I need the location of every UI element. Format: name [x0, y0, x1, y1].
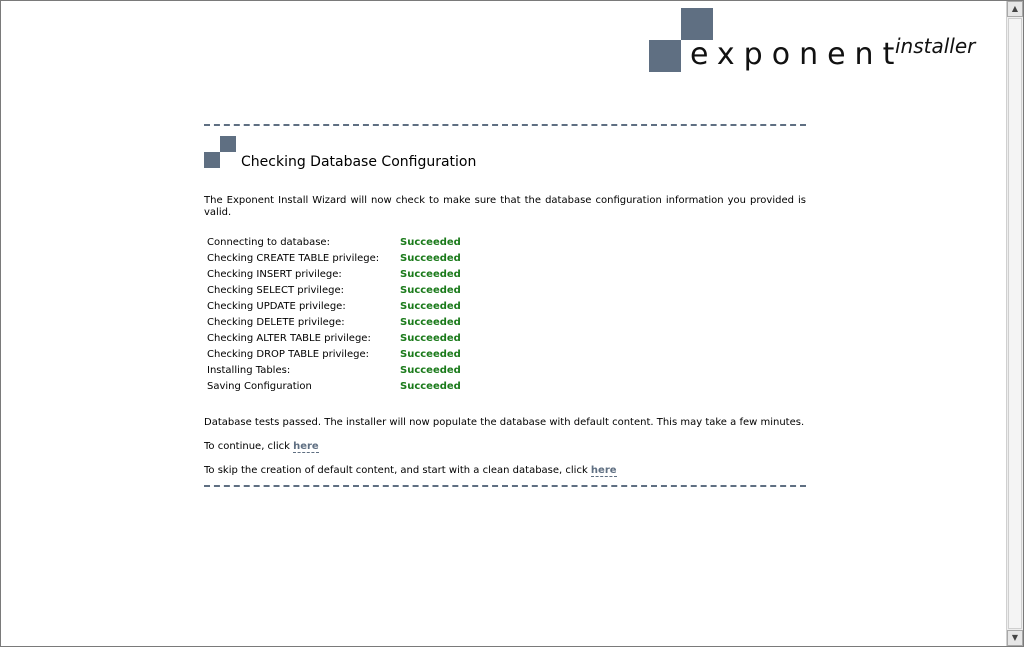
check-result: Succeeded	[400, 237, 461, 248]
continue-link[interactable]: here	[293, 441, 319, 452]
check-result: Succeeded	[400, 349, 461, 360]
summary-text: Database tests passed. The installer will now populate the database with default content. This may take a few minutes.	[204, 417, 805, 428]
skip-text: To skip the creation of default content, and start with a clean database, click	[204, 465, 591, 476]
check-label: Checking INSERT privilege:	[207, 269, 342, 280]
continue-line	[204, 441, 806, 453]
check-result: Succeeded	[400, 365, 461, 376]
table-row	[205, 363, 464, 379]
top-divider	[204, 124, 806, 126]
logo-word: exponent	[690, 37, 904, 72]
header-square-bottom	[204, 152, 220, 168]
exponent-logo	[648, 7, 978, 73]
vertical-scrollbar[interactable]	[1006, 1, 1023, 646]
check-label: Saving Configuration	[207, 381, 312, 392]
continue-text: To continue, click	[204, 441, 294, 452]
check-label: Checking ALTER TABLE privilege:	[207, 333, 371, 344]
check-label: Checking CREATE TABLE privilege:	[207, 253, 380, 264]
scrollbar-thumb[interactable]	[1008, 18, 1022, 629]
table-row	[205, 283, 464, 299]
intro-text: The Exponent Install Wizard will now check to make sure that the database configuration information you provided is valid.	[204, 195, 806, 218]
skip-line	[204, 465, 806, 477]
table-row	[205, 267, 464, 283]
table-row	[205, 315, 464, 331]
scroll-up-button[interactable]: ▲	[1007, 1, 1023, 17]
table-row	[205, 235, 464, 251]
page-title: Checking Database Configuration	[241, 154, 477, 170]
skip-content-link[interactable]: here	[590, 465, 617, 476]
check-label: Installing Tables:	[207, 365, 291, 376]
header-square-top	[220, 136, 236, 152]
check-label: Checking UPDATE privilege:	[207, 301, 346, 312]
logo-square-top	[681, 8, 713, 40]
section-header	[204, 136, 806, 186]
check-result: Succeeded	[400, 317, 461, 328]
check-label: Checking SELECT privilege:	[207, 285, 344, 296]
logo-square-bottom	[649, 40, 681, 72]
scroll-down-button[interactable]: ▼	[1007, 630, 1023, 646]
table-row	[205, 379, 464, 395]
bottom-divider	[204, 485, 806, 487]
check-result: Succeeded	[400, 269, 461, 280]
check-label: Checking DELETE privilege:	[207, 317, 345, 328]
check-result: Succeeded	[400, 381, 461, 392]
check-result: Succeeded	[400, 333, 461, 344]
check-results-table	[205, 235, 464, 395]
table-row	[205, 347, 464, 363]
logo-subtitle: installer	[895, 34, 976, 58]
check-result: Succeeded	[400, 301, 461, 312]
check-result: Succeeded	[400, 253, 461, 264]
check-label: Connecting to database:	[207, 237, 330, 248]
installer-content	[204, 124, 806, 487]
table-row	[205, 251, 464, 267]
table-row	[205, 331, 464, 347]
table-row	[205, 299, 464, 315]
check-label: Checking DROP TABLE privilege:	[207, 349, 369, 360]
check-result: Succeeded	[400, 285, 461, 296]
